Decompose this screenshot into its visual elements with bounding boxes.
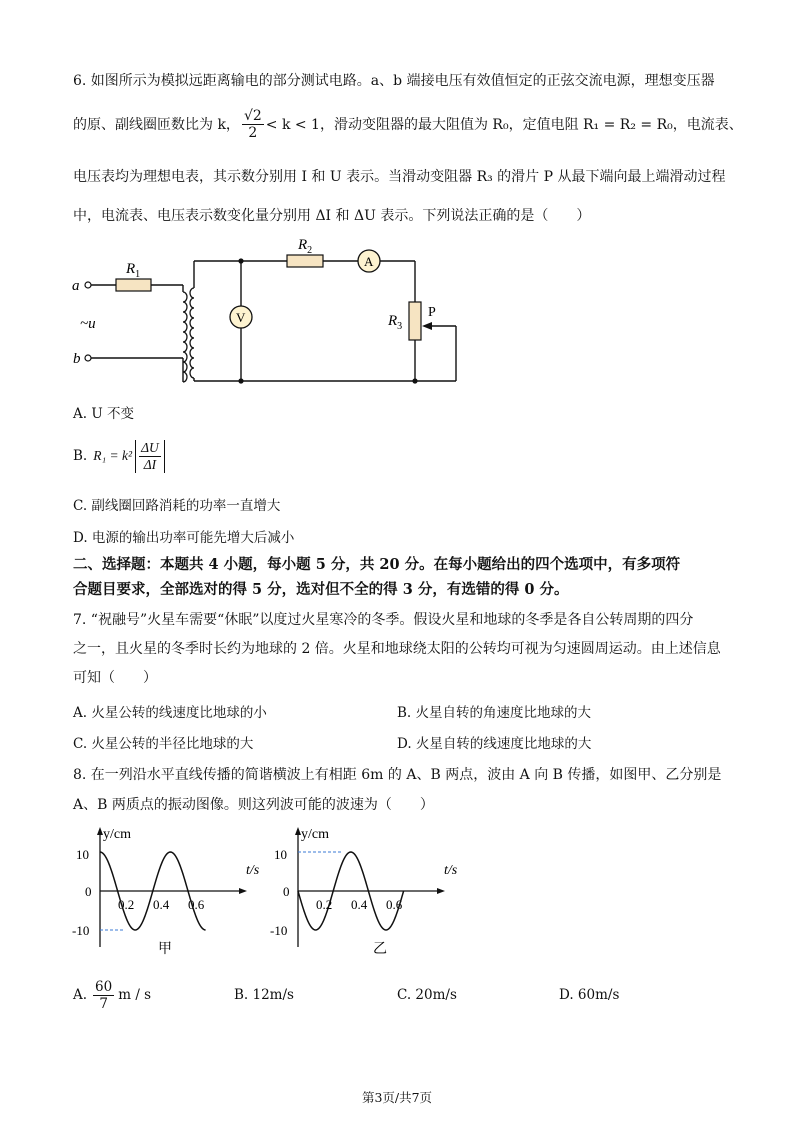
x-axis-arrow-icon (239, 888, 247, 894)
q6-condition-numerator: √2 (243, 107, 262, 124)
q6-condition-denominator: 2 (248, 124, 258, 141)
vibration-graph-jia (70, 822, 270, 962)
q6-line2-text: 的原、副线圈匝数比为 k， (73, 117, 240, 133)
graph-yi-ytick-bottom: -10 (270, 923, 288, 938)
q6-line1: 6. 如图所示为模拟远距离输电的部分测试电路。a、b 端接电压有效值恒定的正弦交流电源，理想变压器 (73, 73, 715, 89)
label-source: ~u (80, 316, 96, 332)
graph-jia-xtick-3: 0.6 (188, 897, 205, 912)
label-a: a (72, 278, 80, 294)
terminal-b (85, 355, 91, 361)
ammeter-label: A (364, 254, 374, 269)
graph-yi-xtick-3: 0.6 (386, 897, 403, 912)
q6-option-a: A. U 不变 (73, 406, 135, 422)
q6-option-b (73, 436, 165, 476)
q7-option-d: D. 火星自转的线速度比地球的大 (397, 736, 592, 752)
q6-option-b-prefix: B. (73, 448, 88, 464)
q6-option-b-abs (135, 440, 165, 473)
slider-arrow-icon (422, 322, 432, 330)
q8-line2: A、B 两质点的振动图像。则这列波可能的波速为（ ） (73, 797, 434, 813)
label-r1: $R_1$ (126, 261, 141, 280)
q6-option-b-lhs: R₁ = k² (93, 448, 133, 463)
q7-line2: 之一，且火星的冬季时长约为地球的 2 倍。火星和地球绕太阳的公转均可视为匀速圆周运动。由上述信息 (73, 641, 721, 657)
q7-option-a: A. 火星公转的线速度比地球的小 (73, 705, 267, 721)
q7-line3: 可知（ ） (73, 670, 157, 686)
q6-line2 (73, 106, 743, 142)
resistor-r1 (116, 279, 151, 291)
label-slider-p: P (428, 305, 436, 320)
q6-condition-fraction (242, 108, 264, 141)
q8-option-b: B. 12m/s (234, 987, 294, 1003)
vibration-graph-yi (268, 822, 468, 962)
q7-line1: 7. “祝融号”火星车需要“休眠”以度过火星寒冷的冬季。假设火星和地球的冬季是各自公转周期的四分 (73, 612, 694, 628)
resistor-r2 (287, 255, 323, 267)
rheostat-r3 (409, 302, 421, 340)
secondary-coil (190, 288, 194, 378)
q8-option-a-fraction (93, 979, 114, 1012)
q6-option-d: D. 电源的输出功率可能先增大后减小 (73, 530, 295, 546)
label-r3: $R_3$ (388, 313, 403, 332)
graph-jia-ylabel: y/cm (103, 827, 131, 842)
graph-jia-ytick-bottom: -10 (72, 923, 90, 938)
graph-jia-xlabel: t/s (246, 863, 260, 878)
q6-line4: 中，电流表、电压表示数变化量分别用 ΔI 和 ΔU 表示。下列说法正确的是（ ） (73, 208, 591, 224)
q8-option-a (73, 975, 151, 1015)
graph-jia-ytick-top: 10 (76, 847, 89, 862)
graph-yi-ylabel: y/cm (301, 827, 329, 842)
graph-jia-xtick-1: 0.2 (118, 897, 135, 912)
graph-yi-xtick-1: 0.2 (316, 897, 333, 912)
q8-option-a-prefix: A. (73, 987, 88, 1003)
q7-option-c: C. 火星公转的半径比地球的大 (73, 736, 254, 752)
q6-option-b-numerator: ΔU (141, 439, 159, 455)
q6-option-c: C. 副线圈回路消耗的功率一直增大 (73, 498, 281, 514)
label-r2: $R_2$ (298, 237, 313, 256)
q8-line1: 8. 在一列沿水平直线传播的简谐横波上有相距 6m 的 A、B 两点，波由 A 向 B 传播，如图甲、乙分别是 (73, 767, 722, 783)
q8-option-a-denominator: 7 (99, 995, 108, 1012)
section2-heading-line2: 合题目要求，全部选对的得 5 分，选对但不全的得 3 分，有选错的得 0 分。 (73, 581, 569, 598)
q8-option-a-unit: m / s (118, 987, 152, 1003)
page-footer: 第3页/共7页 (361, 1090, 433, 1105)
terminal-a (85, 282, 91, 288)
q8-option-c: C. 20m/s (397, 987, 457, 1003)
q6-option-b-denominator: ΔI (143, 456, 157, 472)
graph-yi-ytick-zero: 0 (283, 884, 290, 899)
graph-yi-ytick-top: 10 (274, 847, 287, 862)
graph-yi-caption: 乙 (373, 942, 387, 957)
graph-jia-ytick-zero: 0 (85, 884, 92, 899)
q6-option-b-fraction (139, 440, 161, 473)
graph-jia-xtick-2: 0.4 (153, 897, 170, 912)
graph-yi-xlabel: t/s (444, 863, 458, 878)
section2-heading-line1: 二、选择题：本题共 4 小题，每小题 5 分，共 20 分。在每小题给出的四个选项中，有多项符 (73, 556, 681, 573)
q8-option-a-numerator: 60 (95, 978, 113, 995)
voltmeter-label: V (236, 310, 246, 325)
q7-option-b: B. 火星自转的角速度比地球的大 (397, 705, 592, 721)
x-axis-arrow-icon (437, 888, 445, 894)
label-b: b (73, 351, 81, 367)
q6-line2-rest: < k < 1，滑动变阻器的最大阻值为 R₀，定值电阻 R₁ = R₂ = R₀，电流表、 (265, 117, 743, 133)
circuit-diagram (70, 228, 470, 388)
q8-option-d: D. 60m/s (559, 987, 620, 1003)
graph-yi-xtick-2: 0.4 (351, 897, 368, 912)
q6-line3: 电压表均为理想电表，其示数分别用 I 和 U 表示。当滑动变阻器 R₃ 的滑片 P 从最下端向最上端滑动过程 (73, 169, 726, 185)
graph-jia-caption: 甲 (158, 942, 172, 957)
